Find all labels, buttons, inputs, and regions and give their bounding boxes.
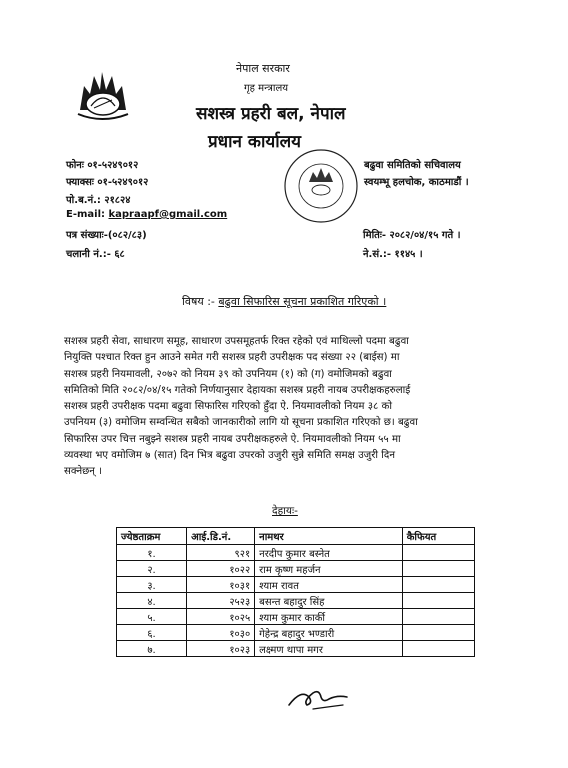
ns-number: ने.सं.:- ११४५ । (363, 249, 423, 260)
subject-label: विषय :- (182, 295, 215, 308)
header-id: आई.डि.नं. (187, 528, 255, 545)
table-row (117, 545, 475, 561)
email-link[interactable]: kapraapf@gmail.com (108, 209, 228, 220)
po-box: पो.ब.नं.: २१८२४ (66, 195, 131, 206)
cell-rank: १. (117, 545, 187, 561)
phone-number: फोनः ०१-५२४९०१२ (66, 160, 139, 171)
nepal-government-emblem (74, 66, 130, 124)
header-seniority: ज्येष्ठताक्रम (117, 528, 187, 545)
cell-rank: ४. (117, 593, 187, 609)
body-line: सक्नेछन् । (64, 466, 103, 478)
cell-remarks (402, 641, 474, 657)
body-line: नियुक्ति पश्चात रिक्त हुन आउने समेत गरी सशस्त्र प्रहरी उपरीक्षक पद संख्या २२ (बाईस) मा (64, 352, 400, 364)
signature (283, 683, 353, 713)
cell-id: १०२५ (187, 609, 255, 625)
cell-rank: ७. (117, 641, 187, 657)
body-line: उपनियम (३) वमोजिम सम्वन्धित सबैको जानकारीको लागि यो सूचना प्रकाशित गरिएको छ। बढुवा (64, 417, 418, 429)
body-line: सिफारिस उपर चित्त नबुझ्ने सशस्त्र प्रहरी नायब उपरीक्षकहरुले ऐ. नियमावलीको नियम ५५ मा (64, 433, 401, 445)
ministry-name: गृह मन्त्रालय (244, 83, 289, 94)
cell-id: २५२३ (187, 593, 255, 609)
body-line: सशस्त्र प्रहरी सेवा, साधारण समूह, साधारण उपसमूहतर्फ रिक्त रहेको एवं माथिल्लो पदमा बढुवा (64, 336, 409, 347)
notice-body (64, 334, 499, 481)
cell-remarks (402, 609, 474, 625)
table-row (117, 593, 475, 609)
cell-rank: ६. (117, 625, 187, 641)
secretariat-address: स्वयम्भू हलचोक, काठमाडौं । (364, 177, 469, 188)
table-row (117, 561, 475, 577)
cell-id: ९२१ (187, 545, 255, 561)
office-name: प्रधान कार्यालय (208, 132, 301, 152)
cell-rank: ३. (117, 577, 187, 593)
cell-rank: ५. (117, 609, 187, 625)
table-header-row (117, 528, 475, 545)
cell-id: १०२३ (187, 641, 255, 657)
government-name: नेपाल सरकार (236, 62, 290, 75)
cell-name: गेहेन्द्र बहादुर भण्डारी (255, 625, 403, 641)
secretariat-name: बढुवा समितिको सचिवालय (364, 160, 461, 171)
reference-number: पत्र संख्याः-(०८२/८३) (66, 230, 147, 241)
cell-remarks (402, 593, 474, 609)
table-row (117, 625, 475, 641)
table-row (117, 641, 475, 657)
table-row (117, 609, 475, 625)
office-stamp (282, 146, 360, 226)
fax-number: फ्याक्सः ०१-५२४९०१२ (66, 177, 149, 188)
cell-name: राम कृष्ण महर्जन (255, 561, 403, 577)
body-line: व्यवस्था भए वमोजिम ७ (सात) दिन भित्र बढुवा उपरको उजुरी सुन्ने समिति समक्ष उजुरी दिन (64, 450, 395, 462)
subject-text: बढुवा सिफारिस सूचना प्रकाशित गरिएको । (218, 295, 387, 308)
cell-remarks (402, 545, 474, 561)
table-row (117, 577, 475, 593)
body-line: सशस्त्र प्रहरी नियमावली, २०७२ को नियम ३९ को उपनियम (१) को (ग) वमोजिमको बढुवा (64, 368, 392, 380)
body-line: सशस्त्र प्रहरी उपरीक्षक पदमा बढुवा सिफारिस गरिएको हुँदा ऐ. नियमावलीको नियम ३८ को (64, 401, 392, 413)
cell-name: श्याम रावत (255, 577, 403, 593)
cell-id: १०३० (187, 625, 255, 641)
email-line (66, 209, 227, 220)
cell-name: बसन्त बहादुर सिंह (255, 593, 403, 609)
cell-id: १०३१ (187, 577, 255, 593)
body-line: समितिको मिति २०८२/०४/१५ गतेको निर्णयानुसार देहायका सशस्त्र प्रहरी नायब उपरीक्षकहरुलाई (64, 384, 411, 396)
cell-name: लक्ष्मण थापा मगर (255, 641, 403, 657)
cell-remarks (402, 561, 474, 577)
header-remarks: कैफियत (402, 528, 474, 545)
annex-title: देहायः- (272, 505, 298, 517)
cell-name: श्याम कुमार कार्की (255, 609, 403, 625)
cell-rank: २. (117, 561, 187, 577)
dispatch-number: चलानी नं.:- ६८ (66, 249, 125, 260)
letter-date: मितिः- २०८२/०४/१५ गते । (363, 230, 461, 241)
cell-id: १०२२ (187, 561, 255, 577)
organization-name: सशस्त्र प्रहरी बल, नेपाल (196, 104, 346, 124)
cell-name: नरदीप कुमार बस्नेत (255, 545, 403, 561)
cell-remarks (402, 625, 474, 641)
header-name: नामथर (255, 528, 403, 545)
promotion-table (116, 527, 475, 657)
subject-line (182, 294, 386, 309)
email-label: E-mail: (66, 209, 106, 220)
cell-remarks (402, 577, 474, 593)
